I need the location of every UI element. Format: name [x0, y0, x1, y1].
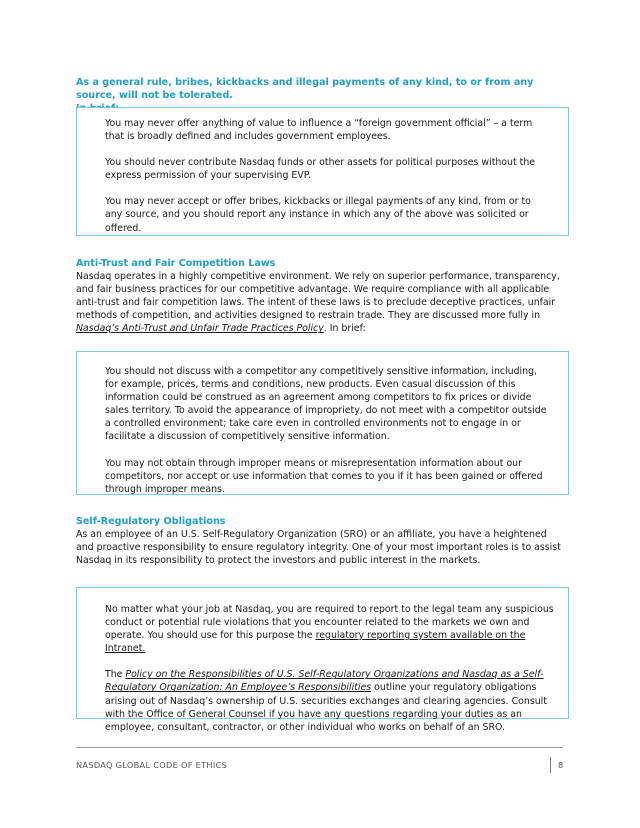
regulatory-reporting-link[interactable]: regulatory reporting system available on the Intranet.: [105, 630, 526, 655]
sro-rule-2-text: outline your regulatory obligations arising out of Nasdaq’s ownership of U.S. securities exchanges and clearing agencies. Consult with the Office of General Counsel if you have any questions regarding your duties as an employee, consultant, contractor, or other individual who works on behalf of an SRO.: [105, 682, 547, 733]
bribery-rule-2: You should never contribute Nasdaq funds or other assets for political purposes without the express permission of your supervising EVP.: [105, 157, 536, 182]
sro-rules-box: [76, 587, 569, 733]
sro-rule-1-text: No matter what your job at Nasdaq, you are required to report to the legal team any suspicious conduct or potential rule violations that you encounter related to the markets we own and operate. You should use for this purpose the: [105, 604, 554, 642]
sro-rule-2: [105, 668, 560, 733]
bribery-rule-3: You may never accept or offer bribes, kickbacks or illegal payments of any kind, from or to any source, and you should report any instance in which any of the above was solicited or offered.: [105, 196, 531, 234]
bribery-rules-box: [76, 107, 569, 236]
antitrust-section-title: Anti-Trust and Fair Competition Laws: [76, 258, 276, 269]
sro-paragraph: As an employee of an U.S. Self-Regulatory Organization (SRO) or an affiliate, you have a heightened and proactive responsibility to ensure regulatory integrity. One of your most important roles is to assist Nasdaq in its responsibility to protect the investors and public interest in the markets.: [76, 529, 561, 567]
antitrust-body-before: Nasdaq operates in a highly competitive environment. We rely on superior performance, transparency, and fair business practices for our competitive advantage. We require compliance with all applicable anti-trust and fair competition laws. The intent of these laws is to preclude deceptive practices, unfair methods of competition, and activities designed to restrain trade. They are discussed more fully in: [76, 271, 560, 322]
sro-rule-1: [105, 603, 560, 655]
antitrust-rules-box: [76, 351, 569, 495]
sro-policy-link[interactable]: Policy on the Responsibilities of U.S. Self-Regulatory Organizations and Nasdaq as a Self-Regulatory Organization: An Employee’s Responsibilities: [105, 669, 544, 694]
sro-section-title: Self-Regulatory Obligations: [76, 516, 226, 527]
footer-divider: [76, 747, 563, 748]
antitrust-paragraph: [76, 270, 566, 335]
sro-rule-2-prefix: The: [105, 669, 126, 681]
bribery-rule-1: You may never offer anything of value to influence a “foreign government official” – a term that is broadly defined and includes government employees.: [105, 118, 533, 143]
antitrust-body-after: . In brief:: [323, 323, 366, 335]
antitrust-rule-1: You should not discuss with a competitor any competitively sensitive information, including, for example, prices, terms and conditions, new products. Even casual discussion of this information could be construed as an agreement among competitors to fix prices or divide sales territory. To avoid the appearance of impropriety, do not meet with a competitor outside a controlled environment; take care even in controlled environments not to engage in or facilitate a discussion of competitively sensitive information.: [105, 366, 547, 443]
footer-document-title: NASDAQ GLOBAL CODE OF ETHICS: [76, 760, 228, 770]
page-number: 8: [558, 760, 564, 770]
antitrust-policy-link[interactable]: Nasdaq’s Anti-Trust and Unfair Trade Practices Policy: [76, 323, 324, 335]
lead-line-1: As a general rule, bribes, kickbacks and illegal payments of any kind, to or from any source, will not be tolerated.: [76, 77, 534, 101]
footer-separator: [550, 757, 551, 773]
antitrust-rule-2: You may not obtain through improper means or misrepresentation information about our competitors, nor accept or use information that comes to you if it has been gained or offered through improper means.: [105, 457, 543, 495]
